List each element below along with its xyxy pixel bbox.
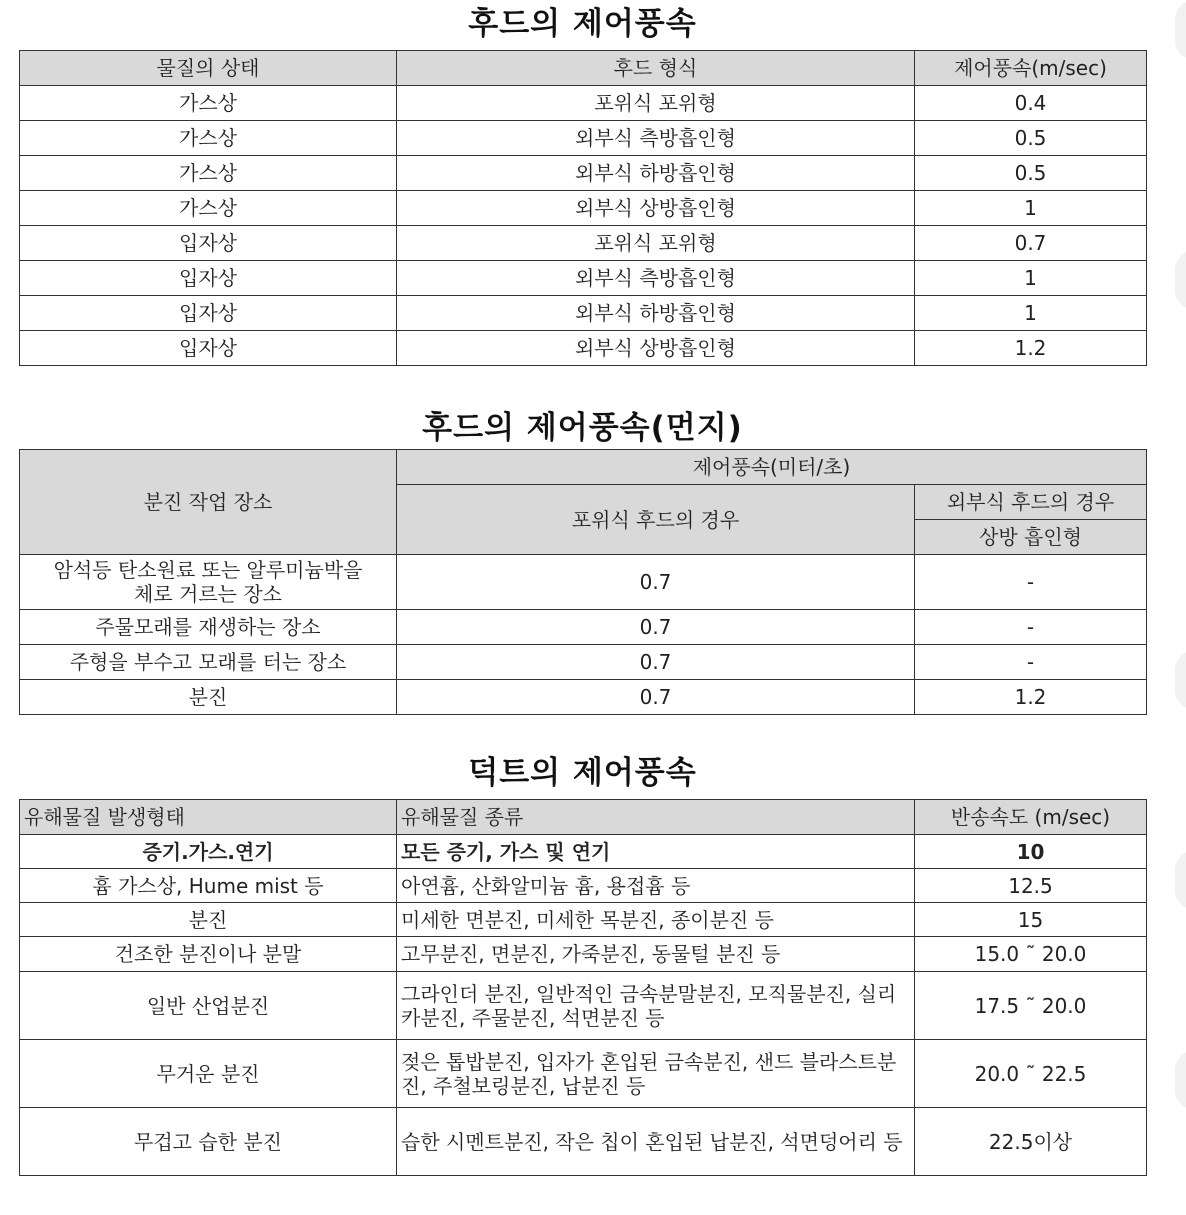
table-row xyxy=(20,680,1147,715)
table-cell: 분진 xyxy=(20,903,397,937)
table-cell: 모든 증기, 가스 및 연기 xyxy=(397,835,915,869)
table-row xyxy=(20,191,1147,226)
table-row xyxy=(20,555,1147,610)
table-cell: 0.7 xyxy=(397,555,915,610)
table-cell: 입자상 xyxy=(20,296,397,331)
table-cell: - xyxy=(915,610,1147,645)
table-cell: 0.5 xyxy=(915,121,1147,156)
table-cell: 1.2 xyxy=(915,331,1147,366)
column-header: 포위식 후드의 경우 xyxy=(397,485,915,555)
table-cell: 외부식 측방흡인형 xyxy=(397,121,915,156)
table-row xyxy=(20,156,1147,191)
table-cell: 포위식 포위형 xyxy=(397,86,915,121)
edge-decoration xyxy=(1175,850,1186,910)
table-cell: 입자상 xyxy=(20,226,397,261)
column-header: 후드 형식 xyxy=(397,51,915,86)
table-cell: 12.5 xyxy=(915,869,1147,903)
table-row xyxy=(20,331,1147,366)
table-cell: 15 xyxy=(915,903,1147,937)
column-header: 제어풍속(미터/초) xyxy=(397,450,1147,485)
column-header: 물질의 상태 xyxy=(20,51,397,86)
table-cell: 주물모래를 재생하는 장소 xyxy=(20,610,397,645)
table-header-row xyxy=(20,51,1147,86)
table-cell: 입자상 xyxy=(20,261,397,296)
table-row xyxy=(20,1040,1147,1108)
table-cell: 가스상 xyxy=(20,86,397,121)
table-cell: 미세한 면분진, 미세한 목분진, 종이분진 등 xyxy=(397,903,915,937)
table-row xyxy=(20,226,1147,261)
table-cell: 22.5이상 xyxy=(915,1108,1147,1176)
table-cell: 0.7 xyxy=(397,645,915,680)
table-cell: 0.4 xyxy=(915,86,1147,121)
table-header-row xyxy=(20,800,1147,835)
table-cell: 17.5 ˜ 20.0 xyxy=(915,972,1147,1040)
hood-control-speed-table xyxy=(19,50,1147,366)
table-cell: 주형을 부수고 모래를 터는 장소 xyxy=(20,645,397,680)
duct-control-speed-table xyxy=(19,799,1147,1176)
table-cell: 20.0 ˜ 22.5 xyxy=(915,1040,1147,1108)
column-header: 분진 작업 장소 xyxy=(20,450,397,555)
column-header: 반송속도 (m/sec) xyxy=(915,800,1147,835)
hood-dust-control-speed-title: 후드의 제어풍속(먼지) xyxy=(422,410,743,446)
table-row xyxy=(20,610,1147,645)
table-cell: 10 xyxy=(915,835,1147,869)
table-cell: 무거운 분진 xyxy=(20,1040,397,1108)
table-cell: 외부식 상방흡인형 xyxy=(397,191,915,226)
table-cell: 가스상 xyxy=(20,156,397,191)
edge-decoration xyxy=(1175,650,1186,710)
column-header: 유해물질 발생형태 xyxy=(20,800,397,835)
table-row xyxy=(20,903,1147,937)
table-cell: 무겁고 습한 분진 xyxy=(20,1108,397,1176)
table-cell: 1.2 xyxy=(915,680,1147,715)
table-cell: 15.0 ˜ 20.0 xyxy=(915,937,1147,972)
table-cell: 0.5 xyxy=(915,156,1147,191)
table-row xyxy=(20,86,1147,121)
table-cell: 0.7 xyxy=(397,610,915,645)
table-cell: 외부식 하방흡인형 xyxy=(397,296,915,331)
table-cell: 입자상 xyxy=(20,331,397,366)
column-header: 상방 흡인형 xyxy=(915,520,1147,555)
edge-decoration xyxy=(1175,0,1186,60)
table-cell: 일반 산업분진 xyxy=(20,972,397,1040)
table-cell: 아연흄, 산화알미늄 흄, 용접흄 등 xyxy=(397,869,915,903)
column-header: 제어풍속(m/sec) xyxy=(915,51,1147,86)
table-cell: 0.7 xyxy=(397,680,915,715)
table-row xyxy=(20,972,1147,1040)
column-header: 유해물질 종류 xyxy=(397,800,915,835)
table-cell: 1 xyxy=(915,296,1147,331)
table-header-row xyxy=(20,450,1147,485)
table-cell: 암석등 탄소원료 또는 알루미늄박을 체로 거르는 장소 xyxy=(20,555,397,610)
table-cell: - xyxy=(915,645,1147,680)
table-cell: 가스상 xyxy=(20,191,397,226)
table-row xyxy=(20,835,1147,869)
duct-control-speed-title: 덕트의 제어풍속 xyxy=(468,755,697,791)
table-row xyxy=(20,1108,1147,1176)
table-cell: 증기.가스.연기 xyxy=(20,835,397,869)
table-cell: 외부식 상방흡인형 xyxy=(397,331,915,366)
edge-decoration xyxy=(1175,250,1186,310)
table-cell: 1 xyxy=(915,191,1147,226)
table-cell: 흄 가스상, Hume mist 등 xyxy=(20,869,397,903)
hood-dust-control-speed-table xyxy=(19,449,1147,715)
table-row xyxy=(20,869,1147,903)
table-cell: 1 xyxy=(915,261,1147,296)
table-cell: 건조한 분진이나 분말 xyxy=(20,937,397,972)
table-cell: 그라인더 분진, 일반적인 금속분말분진, 모직물분진, 실리카분진, 주물분진, 석면분진 등 xyxy=(397,972,915,1040)
hood-control-speed-title: 후드의 제어풍속 xyxy=(468,6,697,42)
table-cell: - xyxy=(915,555,1147,610)
table-cell: 외부식 측방흡인형 xyxy=(397,261,915,296)
table-row xyxy=(20,121,1147,156)
table-cell: 0.7 xyxy=(915,226,1147,261)
table-row xyxy=(20,937,1147,972)
table-cell: 습한 시멘트분진, 작은 칩이 혼입된 납분진, 석면덩어리 등 xyxy=(397,1108,915,1176)
table-row xyxy=(20,645,1147,680)
table-row xyxy=(20,296,1147,331)
table-cell: 젖은 톱밥분진, 입자가 혼입된 금속분진, 샌드 블라스트분진, 주철보링분진, 납분진 등 xyxy=(397,1040,915,1108)
table-cell: 외부식 하방흡인형 xyxy=(397,156,915,191)
table-row xyxy=(20,261,1147,296)
table-cell: 분진 xyxy=(20,680,397,715)
table-cell: 포위식 포위형 xyxy=(397,226,915,261)
table-cell: 가스상 xyxy=(20,121,397,156)
column-header: 외부식 후드의 경우 xyxy=(915,485,1147,520)
table-cell: 고무분진, 면분진, 가죽분진, 동물털 분진 등 xyxy=(397,937,915,972)
edge-decoration xyxy=(1175,1050,1186,1110)
